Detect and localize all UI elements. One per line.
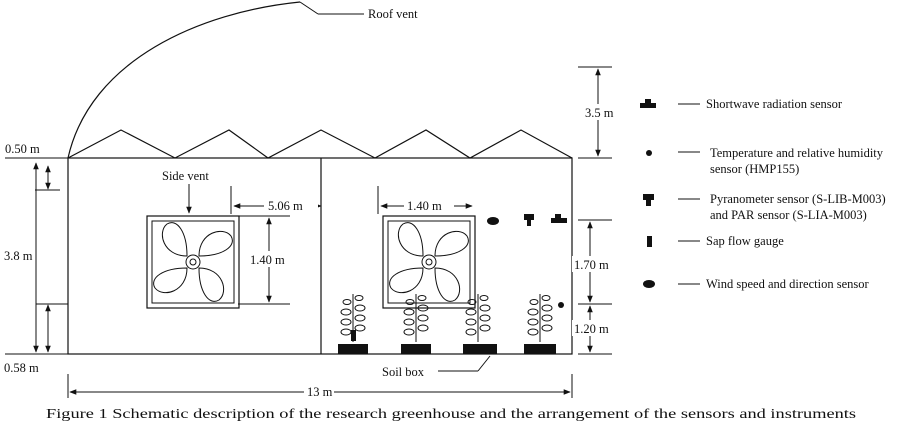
dim-1-40-h-label: 1.40 m [407,199,442,213]
temperature-humidity-sensor-icon [646,150,652,156]
soil-box [338,344,368,354]
dim-1-20-label: 1.20 m [574,322,609,336]
dim-13-label: 13 m [307,385,333,399]
soil-box-label: Soil box [382,365,425,379]
sawtooth-roof [68,130,572,158]
temperature-humidity-sensor [558,302,564,308]
dim-1-70-label: 1.70 m [574,258,609,272]
dim-3-8-label: 3.8 m [4,249,33,263]
roof-arc [68,2,300,158]
sap-flow-gauge [351,330,356,341]
side-vent-fan-right [383,216,475,308]
dim-3-5-label: 3.5 m [585,106,614,120]
soil-box [463,344,497,354]
plant [528,294,552,342]
wind-sensor [487,217,499,225]
legend [640,97,886,291]
soil-box [524,344,556,354]
dim-5-06-label: 5.06 m [268,199,303,213]
dim-0-50-label: 0.50 m [5,142,40,156]
roof-vent-label: Roof vent [368,7,418,21]
side-vent-fan-left [147,216,239,308]
sap-flow-gauge-icon [647,236,652,247]
figure-caption: Figure 1 Schematic description of the research greenhouse and the arrangement of the sensors and instruments [46,407,856,422]
soil-box [401,344,431,354]
wind-sensor-icon [643,280,655,288]
pyranometer-par-sensor [524,214,534,226]
roof-vent-leader [300,2,318,14]
dim-1-40-v-label: 1.40 m [250,253,285,267]
greenhouse-wall [68,158,572,354]
legend-label-pyranometer-2: and PAR sensor (S-LIA-M003) [710,208,867,222]
legend-label-shortwave: Shortwave radiation sensor [706,97,843,111]
legend-label-pyranometer: Pyranometer sensor (S-LIB-M003) [710,192,886,206]
legend-label-temperature: Temperature and relative humidity [710,146,884,160]
dim-0-58-label: 0.58 m [4,361,39,375]
legend-label-temperature-2: sensor (HMP155) [710,162,800,176]
legend-label-wind: Wind speed and direction sensor [706,277,869,291]
shortwave-radiation-sensor [551,214,567,223]
side-vent-label: Side vent [162,169,209,183]
shortwave-radiation-sensor-icon [640,99,656,108]
pyranometer-par-sensor-icon [643,194,654,206]
legend-label-sap-flow: Sap flow gauge [706,234,784,248]
